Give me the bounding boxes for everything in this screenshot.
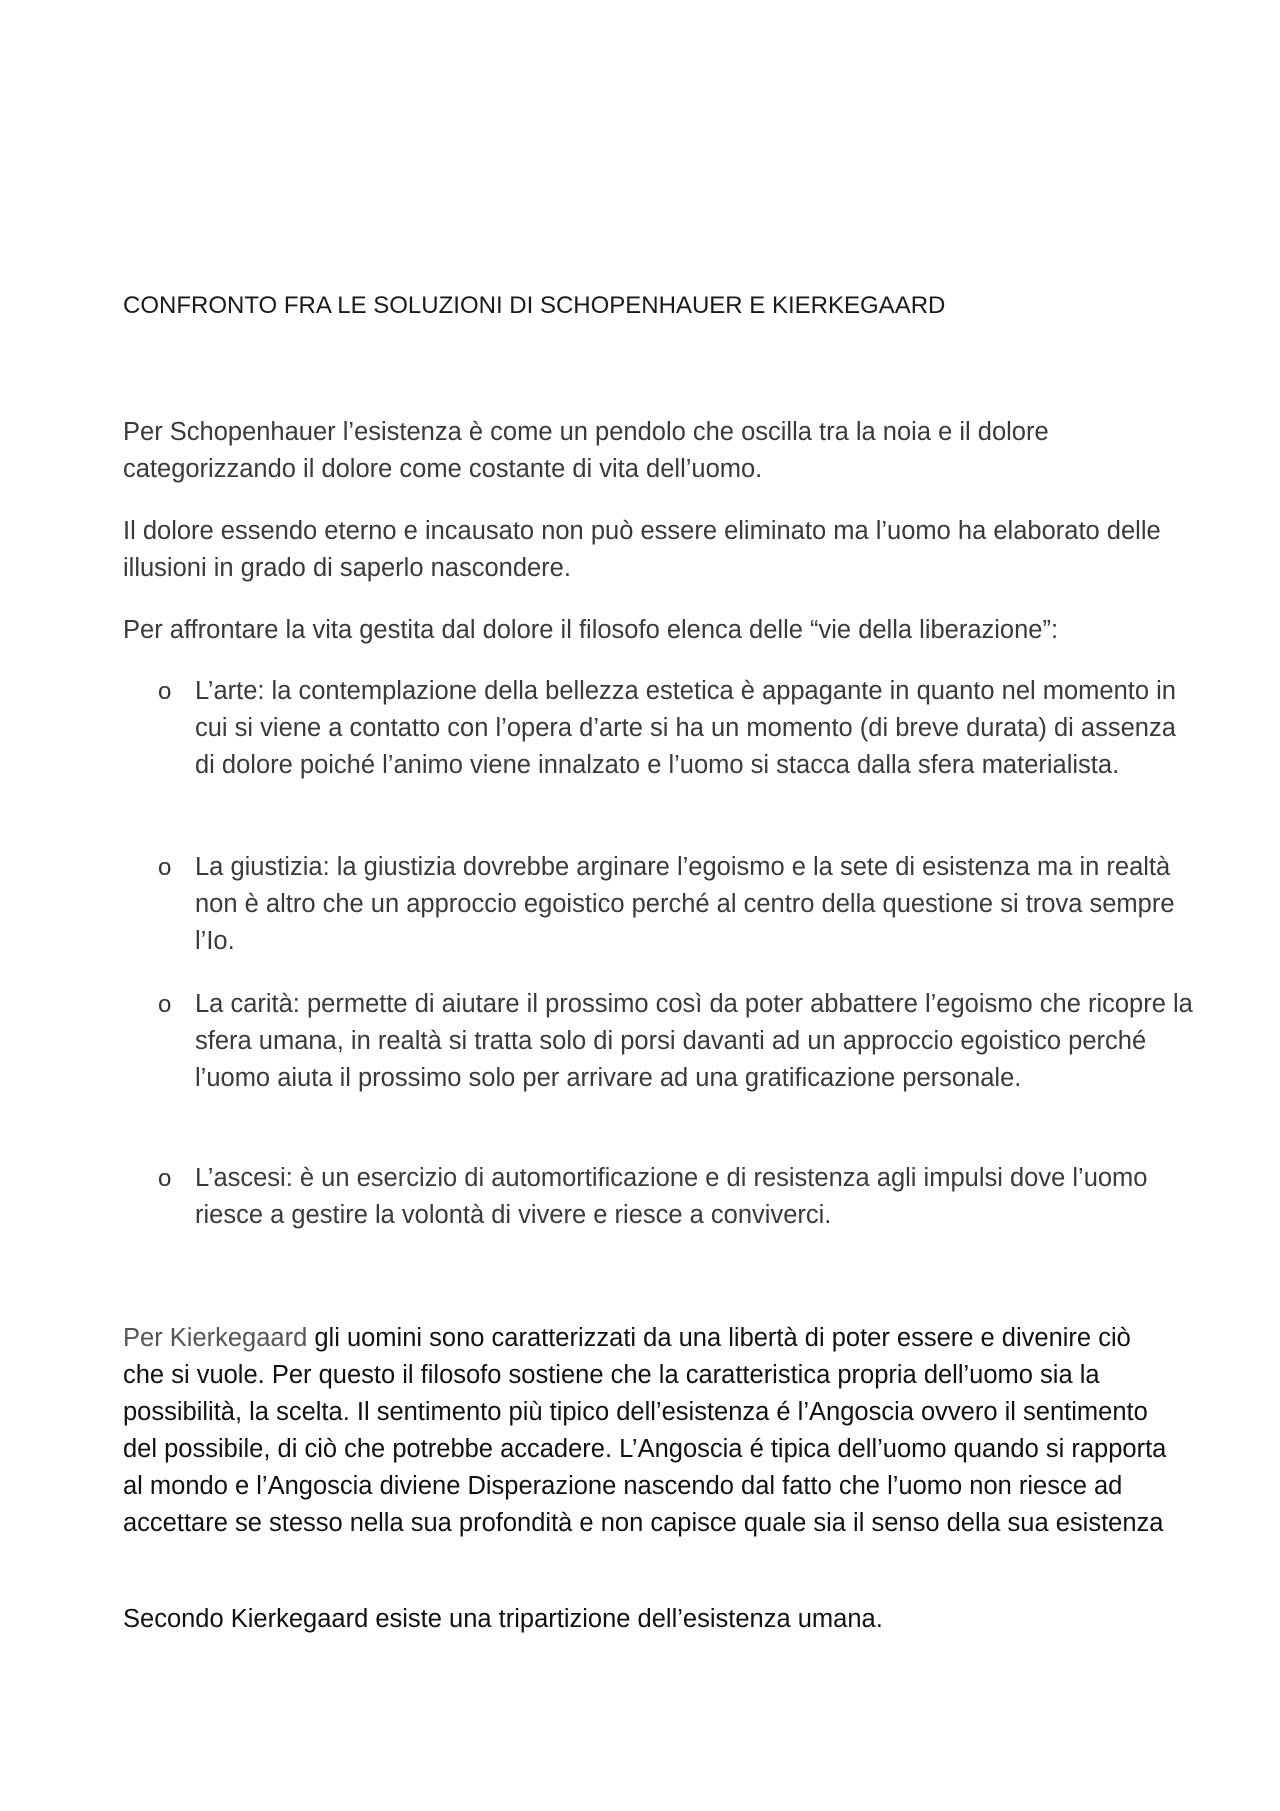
bullet-icon: o [158,991,172,1018]
paragraph-pain-illusions: Il dolore essendo eterno e incausato non può essere eliminato ma l’uomo ha elaborato delle illusioni in grado di saperlo nascondere. [123,517,1161,582]
paragraph-schopenhauer-pendulum: Per Schopenhauer l’esistenza è come un pendolo che oscilla tra la noia e il dolore categorizzando il dolore come costante di vita dell’uomo. [123,418,1049,483]
list-item-charity: La carità: permette di aiutare il prossimo così da poter abbattere l’egoismo che ricopre la sfera umana, in realtà si tratta solo di porsi davanti ad un approccio egoistico perché l’uomo aiuta il prossimo solo per arrivare ad una gratificazione personale. [195,990,1193,1092]
paragraph-closing: Secondo Kierkegaard esiste una tripartizione dell’esistenza umana. [123,1605,883,1633]
paragraph-liberation-intro: Per affrontare la vita gestita dal dolore il filosofo elenca delle “vie della liberazione”: [123,616,1059,644]
kierkegaard-lead: Per Kierkegaard [123,1324,308,1352]
page-title: CONFRONTO FRA LE SOLUZIONI DI SCHOPENHAUER E KIERKEGAARD [123,292,946,319]
list-item-asceticism: L’ascesi: è un esercizio di automortificazione e di resistenza agli impulsi dove l’uomo riesce a gestire la volontà di vivere e riesce a conviverci. [195,1164,1148,1229]
bullet-icon: o [158,854,172,881]
paragraph-kierkegaard [123,1320,1173,1542]
kierkegaard-text: gli uomini sono caratterizzati da una libertà di poter essere e divenire ciò che si vuole. Per questo il filosofo sostiene che la caratteristica propria dell’uomo sia la possibilità, la scelta. Il sentimento più tipico dell’esistenza é l’Angoscia ovvero il sentimento del possibile, di ciò che potrebbe accadere. L’Angoscia é tipica dell’uomo quando si rapporta al mondo e l’Angoscia diviene Disperazione nascendo dal fatto che l’uomo non riesce ad accettare se stesso nella sua profondità e non capisce quale sia il senso della sua esistenza [123,1324,1167,1537]
list-item-justice: La giustizia: la giustizia dovrebbe arginare l’egoismo e la sete di esistenza ma in realtà non è altro che un approccio egoistico perché al centro della questione si trova sempre l’Io. [195,853,1175,955]
bullet-icon: o [158,678,172,705]
list-item-art: L’arte: la contemplazione della bellezza estetica è appagante in quanto nel momento in cui si viene a contatto con l’opera d’arte si ha un momento (di breve durata) di assenza di dolore poiché l’animo viene innalzato e l’uomo si stacca dalla sfera materialista. [195,677,1176,779]
bullet-icon: o [158,1165,172,1192]
